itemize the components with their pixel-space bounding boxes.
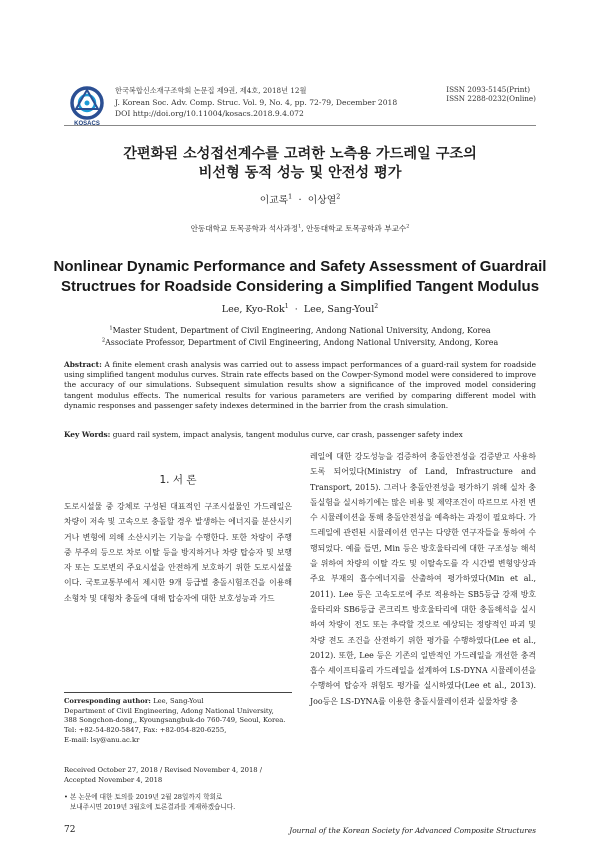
- author-ko-1-sup: 1: [288, 192, 293, 201]
- affil-en-2: Associate Professor, Department of Civil Engineering, Andong National University, Andong, Korea: [105, 337, 499, 347]
- affil-ko-2-sup: 2: [406, 223, 410, 230]
- footnote-divider: [64, 692, 292, 693]
- footnote-line2: 보내주시면 2019년 3월호에 토론결과를 게재하겠습니다.: [70, 802, 236, 811]
- body-column-left: [64, 499, 292, 606]
- journal-header: [115, 85, 397, 120]
- page-number: 72: [64, 825, 76, 835]
- authors-ko: [0, 192, 600, 206]
- corresponding-label: Corresponding author:: [64, 697, 151, 705]
- corresponding-name: Lee, Sang-Youl: [150, 697, 204, 705]
- author-ko-2: 이상열: [307, 195, 337, 206]
- corresponding-line2: 388 Songchon-dong,, Kyoungsangbuk-do 760-749, Seoul, Korea.: [64, 716, 286, 725]
- author-en-1: Lee, Kyo-Rok: [221, 304, 285, 315]
- footnote-line1: • 본 논문에 대한 토의를 2019년 2월 28일까지 학회로: [64, 793, 223, 801]
- keywords-label: Key Words:: [64, 430, 111, 439]
- affil-ko-2: , 안동대학교 토목공학과 부교수: [301, 224, 407, 233]
- issn-block: [446, 85, 536, 103]
- corresponding-line1: Department of Civil Engineering, Adong National University,: [64, 706, 274, 715]
- title-ko-line1: 간편화된 소성접선계수를 고려한 노측용 가드레일 구조의: [123, 146, 477, 162]
- body-paragraph-left: 도로시설물 중 강체로 구성된 대표적인 구조시설물인 가드레일은 차량이 저속 및 고속으로 충돌할 경우 발생하는 에너지를 분산시키거나 변형에 의해 소산시키는 기능을 수행한다. 또한 차량이 주행 중 부주의 등으로 차로 이탈 등을 방지하거나 차량 탑승자 및 보행자 또는 도로변의 주요시설을 안전하게 보호하기 위한 도로시설물이다. 국토교통부에서 제시한 9개 등급별 충돌시험조건을 이용해 소형차 및 대형차 충돌에 대해 탑승자에 대한 보호성능과 가드: [64, 502, 292, 603]
- discussion-footnote: [64, 793, 292, 812]
- section-heading-introduction: 1. 서 론: [159, 474, 197, 486]
- author-en-2-sup: 2: [374, 302, 379, 310]
- keywords-text: guard rail system, impact analysis, tangent modulus curve, car crash, passenger safety index: [110, 430, 463, 439]
- body-paragraph-right: 레일에 대한 강도성능을 검증하여 충돌안전성을 검증받고 사용하도록 되어있다(Ministry of Land, Infrastructure and Transport, 2015). 그러나 충돌안전성을 평가하기 위해 실차 충돌실험을 실시하기에는 많은 비용 및 제약조건이 따르므로 사전 변수 시뮬레이션을 통해 충돌안전성을 예측하는 과정이 필요하다. 가드레일에 관련된 시뮬레이션 연구는 다양한 연구자들을 통하여 수행되었다. 예를 들면, Min 등은 방호울타리에 대한 구조성능 해석을 위하여 차량의 이탈 각도 및 이탈속도를 각 시간별 변형양상과 주요 부재의 흡수에너지를 산출하여 평가하였다(Min et al., 2011). Lee 등은 고속도로에 주로 적용하는 SB5등급 강재 방호울타리와 SB6등급 콘크리트 방호울타리에 대한 충돌해석을 실시하여 차량이 전도 또는 추락할 것으로 예상되는 정량적인 파괴 및 차량 전도 조건을 산전하기 위한 평가를 수행하였다(Lee et al., 2012). 또한, Lee 등은 기존의 일반적인 가드레일을 개선한 충격흡수 셰이프티롤리 가드레일을 설계하여 LS-DYNA 시뮬레이션을 수행하여 탑승자 위험도 평가를 실시하였다(Lee et al., 2013). Joo등은 LS-DYNA를 이용한 충돌시뮬레이션과 실물차량 충: [310, 452, 536, 706]
- title-ko-line2: 비선형 동적 성능 및 안전성 평가: [198, 165, 402, 181]
- corresponding-author: [64, 697, 292, 746]
- affil-en-1-sup: 1: [109, 325, 113, 332]
- journal-footer: Journal of the Korean Society for Advanced Composite Structures: [289, 826, 536, 835]
- title-en-line2: Structrues for Roadside Considering a Simplified Tangent Modulus: [60, 278, 540, 295]
- author-ko-1: 이교록: [259, 195, 289, 206]
- author-en-2: Lee, Sang-Youl: [303, 304, 375, 315]
- header-divider: [64, 125, 536, 126]
- received-line1: Received October 27, 2018 / Revised November 4, 2018 /: [64, 766, 263, 774]
- issn-online: ISSN 2288-0232(Online): [446, 94, 536, 103]
- issn-print: ISSN 2093-5145(Print): [446, 85, 531, 94]
- doi-link[interactable]: DOI http://doi.org/10.11004/kosacs.2018.9.4.072: [115, 109, 304, 118]
- author-ko-2-sup: 2: [336, 192, 341, 201]
- logo-text: KOSACS: [74, 121, 100, 127]
- affiliation-ko: [0, 223, 600, 234]
- body-column-right: [310, 449, 536, 709]
- affil-en-1: Master Student, Department of Civil Engineering, Andong National University, Andong, Korea: [112, 326, 491, 335]
- title-en-line1: Nonlinear Dynamic Performance and Safety Assessment of Guardrail: [53, 258, 547, 275]
- author-en-separator: ·: [294, 304, 298, 315]
- paper-title-en: [0, 257, 600, 297]
- author-en-1-sup: 1: [284, 302, 289, 310]
- abstract-label: Abstract:: [64, 360, 102, 369]
- author-separator: ·: [298, 195, 302, 206]
- received-dates: [64, 766, 292, 785]
- affil-en-2-sup: 2: [101, 336, 106, 343]
- affil-ko-1: 안동대학교 토목공학과 석사과정: [190, 224, 299, 233]
- corresponding-line3: Tel: +82-54-820-5847, Fax: +82-054-820-6255,: [64, 726, 227, 735]
- abstract: [64, 360, 536, 411]
- received-line2: Accepted November 4, 2018: [64, 775, 163, 784]
- abstract-text: A finite element crash analysis was carried out to assess impact performances of a guard-rail system for roadside using simplified tangent modulus curves. Strain rate effects based on the Cowper-Symond model were considered to improve the accuracy of our simulations. Subsequent simulation results show a significance of the improved model considering tangent modulus effects. The numerical results for various parameters are verified by comparing different model with dynamic responses and passenger safety indexes determined in the barrier from the crash simulation.: [64, 360, 536, 410]
- journal-name-ko: 한국복합신소재구조학회 논문집 제9권, 제4호, 2018년 12월: [115, 86, 307, 95]
- paper-title-ko: [0, 145, 600, 183]
- keywords: [64, 430, 536, 440]
- corresponding-email: E-mail: lsy@anu.ac.kr: [64, 735, 140, 744]
- affil-ko-1-sup: 1: [298, 223, 302, 230]
- affiliation-en: [0, 325, 600, 348]
- journal-name-en: J. Korean Soc. Adv. Comp. Struc. Vol. 9, No. 4, pp. 72-79, December 2018: [115, 97, 398, 107]
- authors-en: [0, 304, 600, 315]
